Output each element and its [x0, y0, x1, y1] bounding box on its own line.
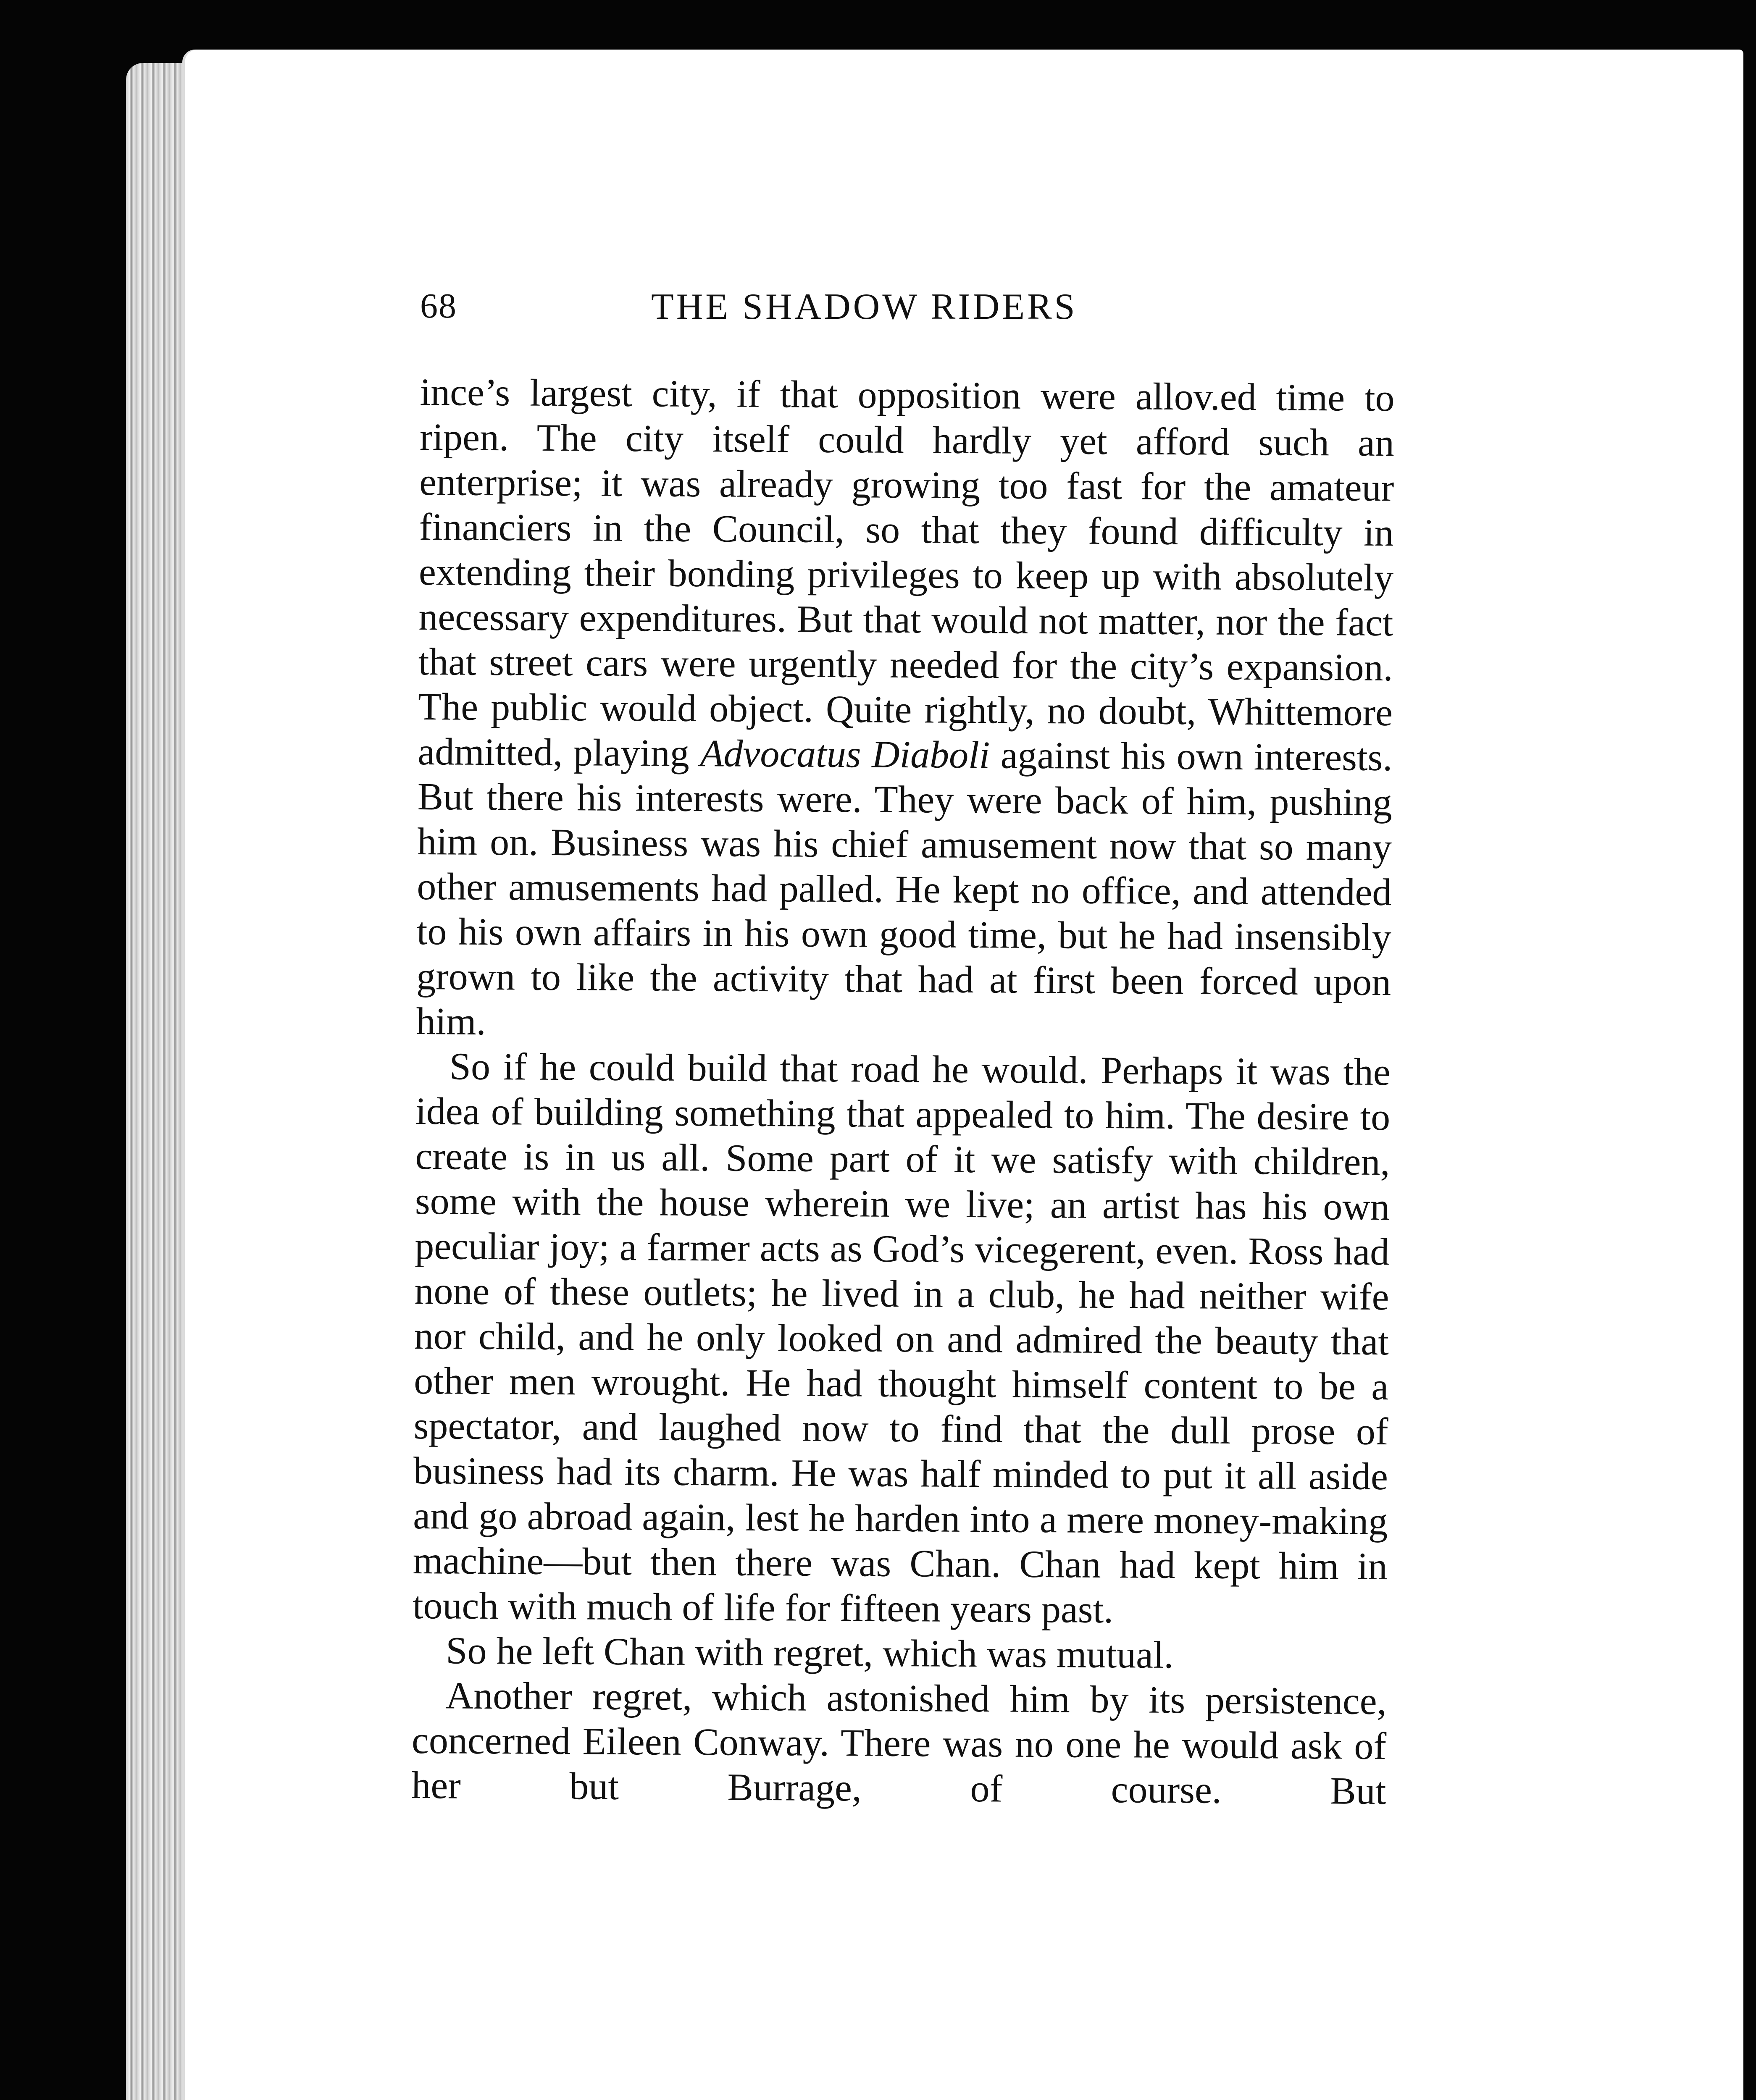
body-text — [411, 370, 1395, 1814]
running-title: THE SHADOW RIDERS — [651, 286, 1078, 327]
italic-phrase: Advocatus Diaboli — [700, 732, 990, 777]
paragraph-4: Another regret, which astonished him by its persistence, concerned Eileen Conway. There was no one he would ask of her but Burrage, of course. But — [411, 1674, 1387, 1813]
paragraph-2: So if he could build that road he would. Perhaps it was the idea of building something that appealed to him. The desire to create is in us all. Some part of it we satisfy with children, some with the house wherein we live; an artist has his own peculiar joy; a farmer acts as God’s vicegerent, even. Ross had none of these outlets; he lived in a club, he had neither wife nor child, and he only looked on and admired the beauty that other men wrought. He had thought himself content to be a spectator, and laughed now to find that the dull prose of business had its charm. He was half minded to put it all aside and go abroad again, lest he harden into a mere money-making machine—but then there was Chan. Chan had kept him in touch with much of life for fifteen years past. — [412, 1045, 1391, 1631]
running-head — [420, 286, 1361, 340]
paragraph-3: So he left Chan with regret, which was mutual. — [446, 1629, 1174, 1677]
page-number: 68 — [420, 286, 457, 326]
paragraph-1-text-after: against his own interests. But there his interests were. They were back of him, pushing him on. Business was his chief amusement now that so many other amusements had palled. He kept no office, and attended to his own affairs in his own good time, but he had insensibly grown to like the activity that had at first been forced upon him. — [416, 733, 1393, 1043]
paragraph-1-text-before: ince’s largest city, if that opposition were allov.ed time to ripen. The city itself could hardly yet afford such an enterprise; it was already growing too fast for the amateur financiers in the Council, so that they found difficulty in extending their bonding privileges to keep up with absolutely necessary expenditures. But that would not matter, nor the fact that street cars were urgently needed for the city’s expansion. The public would object. Quite rightly, no doubt, Whittemore admitted, playing — [418, 370, 1395, 775]
paragraph-1 — [416, 370, 1395, 1050]
